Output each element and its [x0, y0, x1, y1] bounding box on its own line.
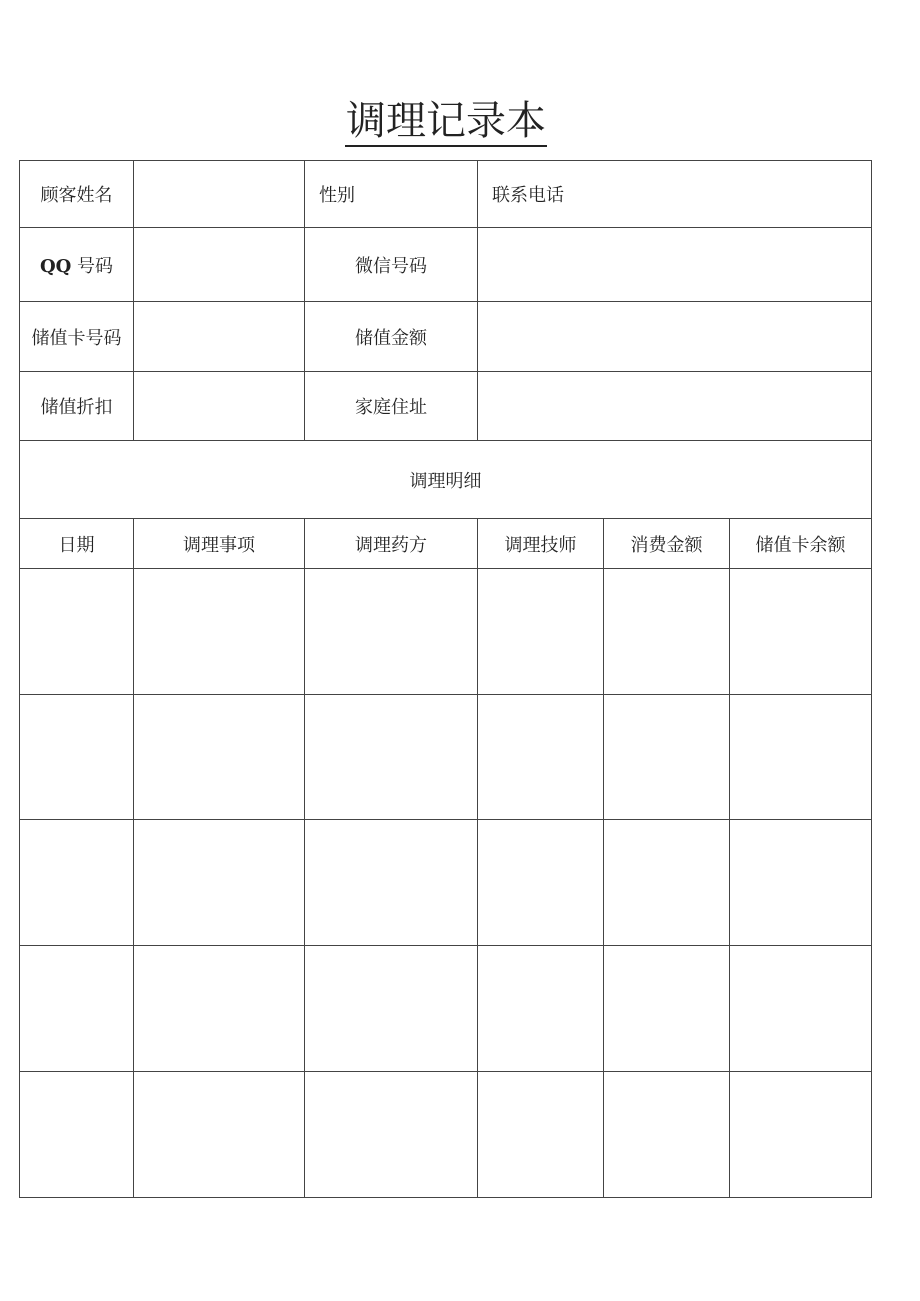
- address-label: 家庭住址: [305, 372, 478, 441]
- card-balance-cell[interactable]: [730, 820, 872, 946]
- table-row: [20, 820, 872, 946]
- column-header-date: 日期: [20, 519, 134, 569]
- amount-cell[interactable]: [604, 946, 730, 1072]
- column-header-prescription: 调理药方: [305, 519, 478, 569]
- info-row-card: [20, 302, 872, 372]
- amount-cell[interactable]: [604, 1072, 730, 1198]
- gender-label: 性别: [305, 161, 478, 228]
- wechat-field[interactable]: [478, 228, 872, 302]
- info-row-discount: [20, 372, 872, 441]
- treatment-item-cell[interactable]: [134, 695, 305, 820]
- technician-cell[interactable]: [478, 1072, 604, 1198]
- page-title: [0, 98, 892, 144]
- customer-name-label: 顾客姓名: [20, 161, 134, 228]
- prescription-cell[interactable]: [305, 569, 478, 695]
- column-header-treatment-item: 调理事项: [134, 519, 305, 569]
- prescription-cell[interactable]: [305, 695, 478, 820]
- customer-name-field[interactable]: [134, 161, 305, 228]
- amount-cell[interactable]: [604, 695, 730, 820]
- amount-cell[interactable]: [604, 820, 730, 946]
- qq-field[interactable]: [134, 228, 305, 302]
- column-header-technician: 调理技师: [478, 519, 604, 569]
- technician-cell[interactable]: [478, 569, 604, 695]
- card-balance-cell[interactable]: [730, 1072, 872, 1198]
- qq-label: [20, 228, 134, 302]
- discount-field[interactable]: [134, 372, 305, 441]
- table-row: [20, 946, 872, 1072]
- card-balance-cell[interactable]: [730, 946, 872, 1072]
- qq-label-rest: 号码: [71, 255, 114, 277]
- address-field[interactable]: [478, 372, 872, 441]
- date-cell[interactable]: [20, 946, 134, 1072]
- wechat-label: 微信号码: [305, 228, 478, 302]
- qq-label-bold: QQ: [39, 255, 72, 277]
- stored-amount-field[interactable]: [478, 302, 872, 372]
- prescription-cell[interactable]: [305, 1072, 478, 1198]
- detail-section-title: 调理明细: [20, 441, 872, 519]
- column-header-card-balance: 储值卡余额: [730, 519, 872, 569]
- technician-cell[interactable]: [478, 946, 604, 1072]
- amount-cell[interactable]: [604, 569, 730, 695]
- date-cell[interactable]: [20, 1072, 134, 1198]
- card-balance-cell[interactable]: [730, 569, 872, 695]
- phone-label: 联系电话: [478, 161, 872, 228]
- treatment-item-cell[interactable]: [134, 1072, 305, 1198]
- table-row: [20, 569, 872, 695]
- info-row-qq: [20, 228, 872, 302]
- detail-section-row: [20, 441, 872, 519]
- prescription-cell[interactable]: [305, 946, 478, 1072]
- table-row: [20, 1072, 872, 1198]
- table-row: [20, 695, 872, 820]
- date-cell[interactable]: [20, 569, 134, 695]
- card-balance-cell[interactable]: [730, 695, 872, 820]
- treatment-item-cell[interactable]: [134, 820, 305, 946]
- card-number-label: 储值卡号码: [20, 302, 134, 372]
- discount-label: 储值折扣: [20, 372, 134, 441]
- card-number-field[interactable]: [134, 302, 305, 372]
- treatment-item-cell[interactable]: [134, 569, 305, 695]
- treatment-item-cell[interactable]: [134, 946, 305, 1072]
- record-table: [19, 160, 872, 1198]
- date-cell[interactable]: [20, 695, 134, 820]
- info-row-name: [20, 161, 872, 228]
- technician-cell[interactable]: [478, 695, 604, 820]
- page-title-text: 调理记录本: [345, 98, 547, 147]
- column-header-amount: 消费金额: [604, 519, 730, 569]
- detail-header-row: [20, 519, 872, 569]
- date-cell[interactable]: [20, 820, 134, 946]
- prescription-cell[interactable]: [305, 820, 478, 946]
- technician-cell[interactable]: [478, 820, 604, 946]
- stored-amount-label: 储值金额: [305, 302, 478, 372]
